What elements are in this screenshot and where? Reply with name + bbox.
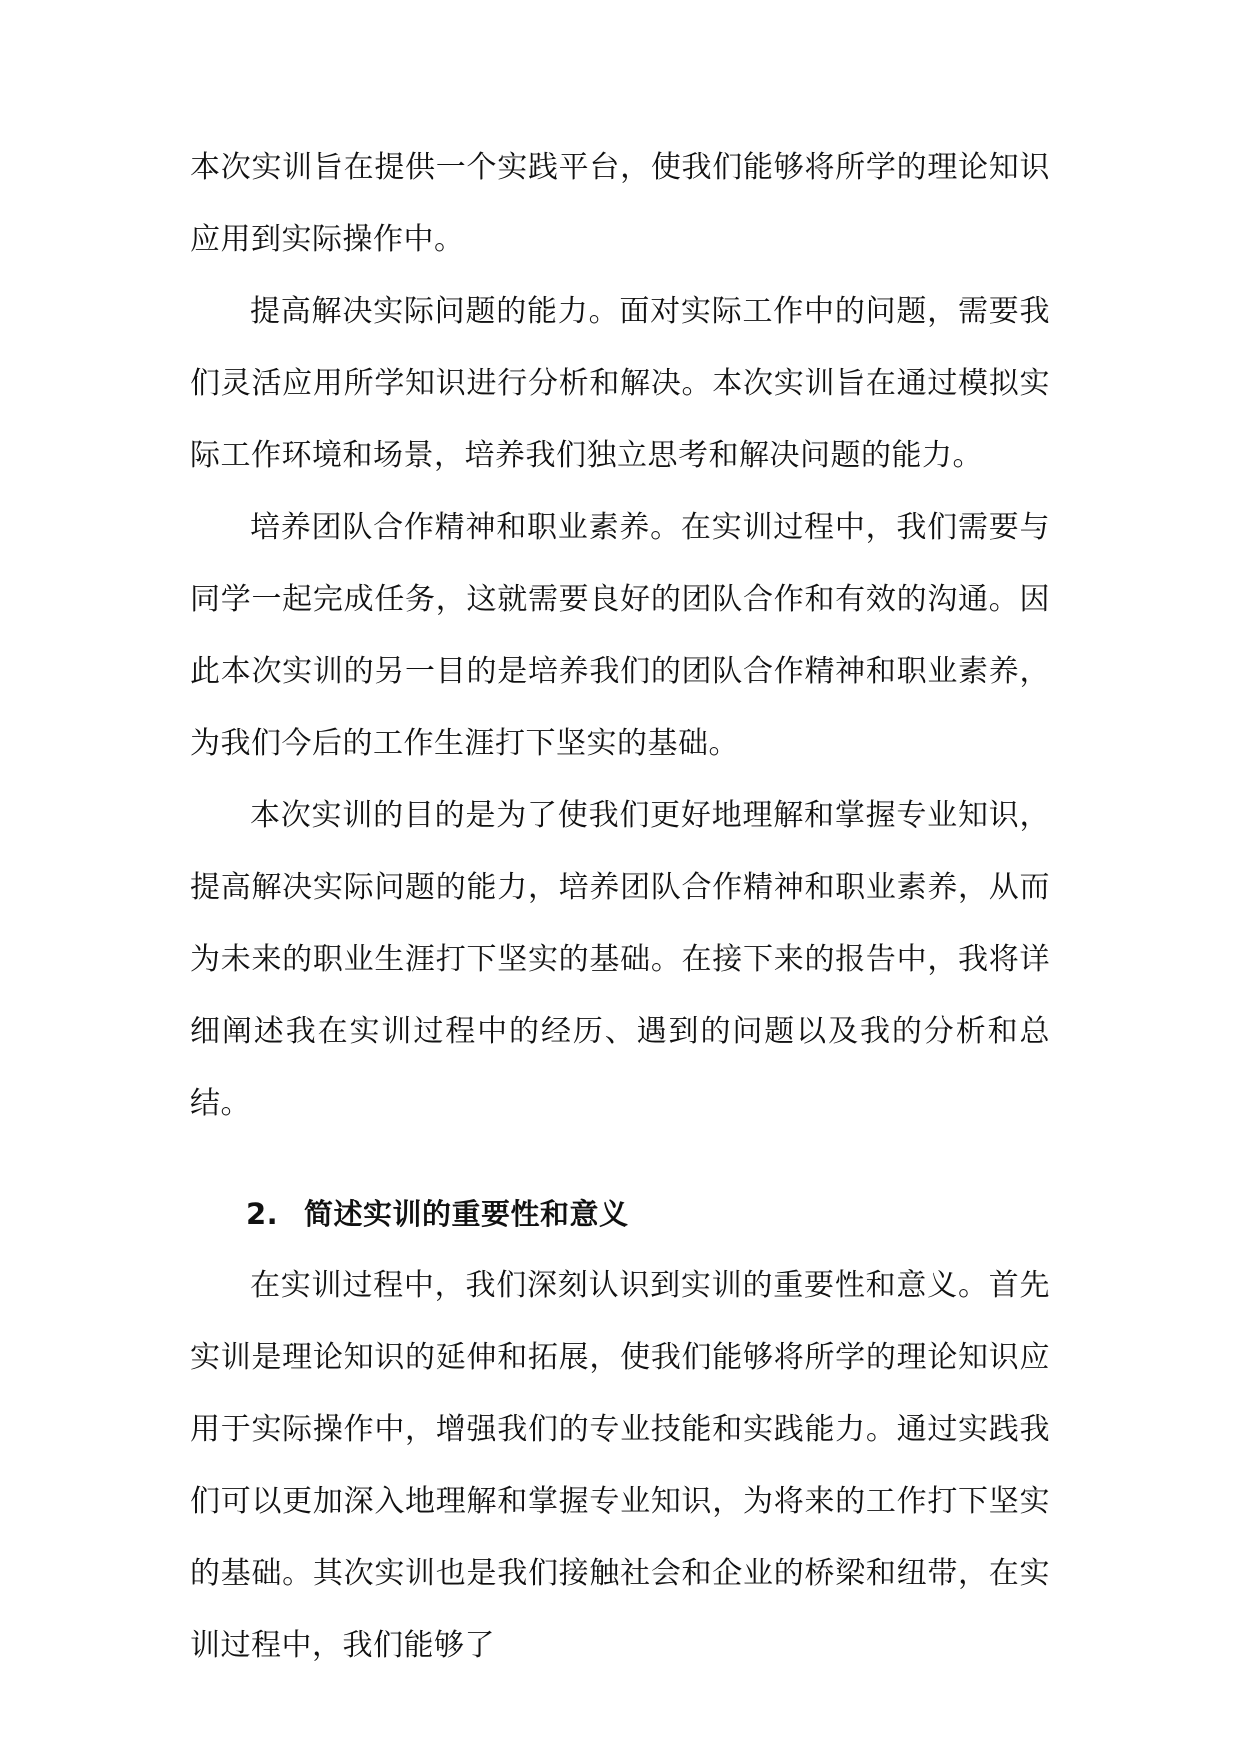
paragraph-training-platform: 本次实训旨在提供一个实践平台，使我们能够将所学的理论知识应用到实际操作中。 xyxy=(190,150,1050,257)
paragraph-training-purpose-summary: 本次实训的目的是为了使我们更好地理解和掌握专业知识，提高解决实际问题的能力，培养团队合作精神和职业素养，从而为未来的职业生涯打下坚实的基础。在接下来的报告中，我将详细阐述我在实训过程中的经历、遇到的问题以及我的分析和总结。 xyxy=(190,798,1050,1121)
paragraph-teamwork: 培养团队合作精神和职业素养。在实训过程中，我们需要与同学一起完成任务，这就需要良好的团队合作和有效的沟通。因此本次实训的另一目的是培养我们的团队合作精神和职业素养，为我们今后的工作生涯打下坚实的基础。 xyxy=(190,510,1050,761)
section-heading xyxy=(190,1178,1050,1250)
document-body xyxy=(190,132,1050,1682)
paragraph-problem-solving: 提高解决实际问题的能力。面对实际工作中的问题，需要我们灵活应用所学知识进行分析和解决。本次实训旨在通过模拟实际工作环境和场景，培养我们独立思考和解决问题的能力。 xyxy=(190,294,1050,473)
section-title: 简述实训的重要性和意义 xyxy=(304,1197,629,1231)
section-number: 2. xyxy=(246,1197,279,1231)
paragraph-training-importance: 在实训过程中，我们深刻认识到实训的重要性和意义。首先实训是理论知识的延伸和拓展，使我们能够将所学的理论知识应用于实际操作中，增强我们的专业技能和实践能力。通过实践我们可以更加深入地理解和掌握专业知识，为将来的工作打下坚实的基础。其次实训也是我们接触社会和企业的桥梁和纽带，在实训过程中，我们能够了 xyxy=(190,1268,1050,1663)
